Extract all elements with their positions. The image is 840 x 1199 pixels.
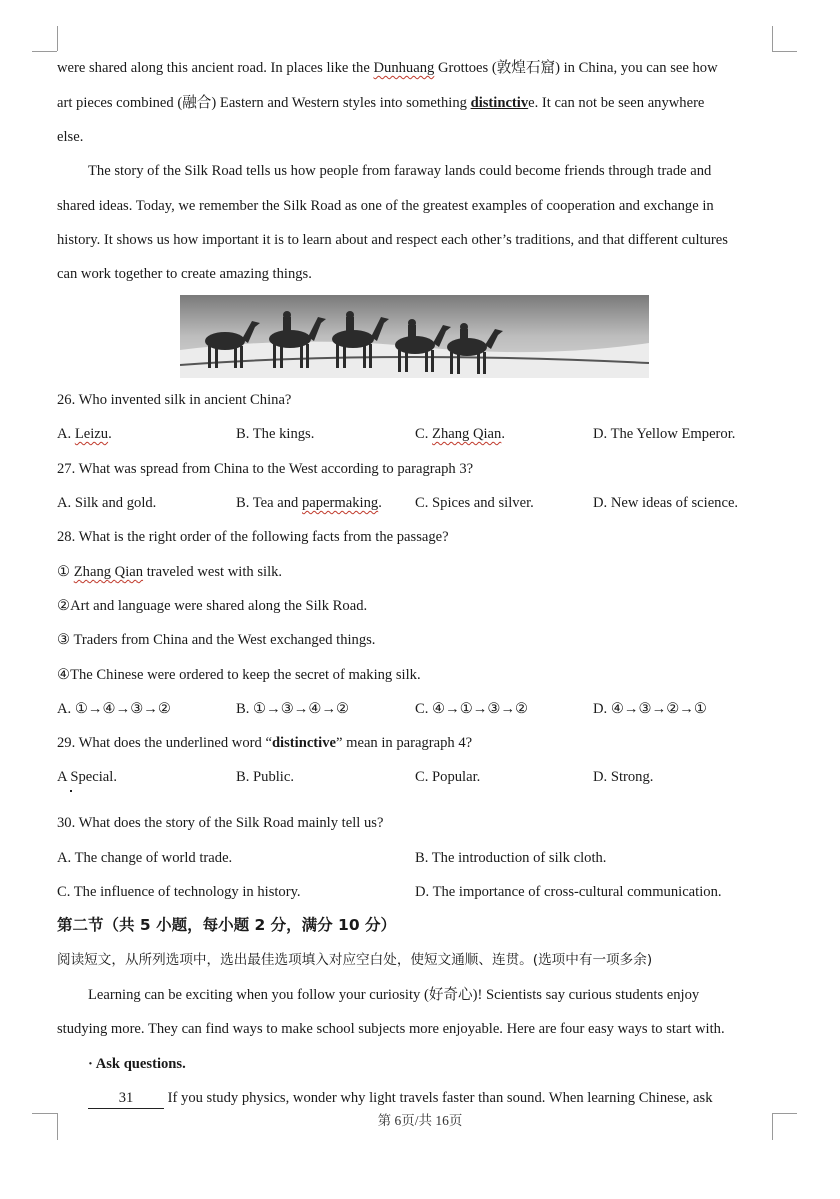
q26-option-b[interactable]: B. The kings. <box>236 426 315 442</box>
q30-option-c[interactable]: C. The influence of technology in history. <box>57 884 301 900</box>
q29-option-a[interactable]: A Special. <box>57 769 117 785</box>
crop-mark-top-left-h <box>32 51 57 52</box>
q26-option-a[interactable]: A. Leizu. <box>57 426 112 442</box>
passage-line: were shared along this ancient road. In places like the Dunhuang Grottoes (敦煌石窟) in China, you can see how <box>57 60 718 76</box>
camel-caravan-illustration <box>180 295 649 378</box>
passage-line: history. It shows us how important it is to learn about and respect each other’s traditions, and that different cultures <box>57 232 728 248</box>
question-29-stem: 29. What does the underlined word “distinctive” mean in paragraph 4? <box>57 735 473 751</box>
crop-mark-top-right-h <box>772 51 797 52</box>
section-heading: 第二节（共 5 小题，每小题 2 分，满分 10 分） <box>57 916 397 934</box>
q28-option-a[interactable]: A. ①→④→③→② <box>57 701 171 717</box>
passage-line: else. <box>57 129 84 145</box>
blank-31[interactable]: 31 <box>88 1088 164 1109</box>
page-number: 第 6页/共 16页 <box>377 1113 463 1128</box>
passage-line: shared ideas. Today, we remember the Silk Road as one of the greatest examples of cooperation and exchange in <box>57 198 714 214</box>
passage-line: art pieces combined (融合) Eastern and Western styles into something distinctive. It can not be seen anywhere <box>57 95 705 111</box>
crop-mark-top-right-v <box>772 26 773 51</box>
question-27-stem: 27. What was spread from China to the West according to paragraph 3? <box>57 461 474 477</box>
passage-line: can work together to create amazing things. <box>57 266 312 282</box>
question-26-stem: 26. Who invented silk in ancient China? <box>57 392 292 408</box>
q28-option-d[interactable]: D. ④→③→②→① <box>593 701 707 717</box>
q30-option-d[interactable]: D. The importance of cross-cultural communication. <box>415 884 722 900</box>
q29-option-b[interactable]: B. Public. <box>236 769 294 785</box>
q28-fact-1: ① Zhang Qian traveled west with silk. <box>57 564 283 580</box>
q27-option-d[interactable]: D. New ideas of science. <box>593 495 739 511</box>
passage-line: 31 If you study physics, wonder why light travels faster than sound. When learning Chinese, ask <box>88 1088 770 1109</box>
q27-option-b[interactable]: B. Tea and papermaking. <box>236 495 382 511</box>
q27-option-c[interactable]: C. Spices and silver. <box>415 495 534 511</box>
crop-mark-top-left-v <box>57 26 58 51</box>
q28-option-c[interactable]: C. ④→①→③→② <box>415 701 529 717</box>
q27-option-a[interactable]: A. Silk and gold. <box>57 495 157 511</box>
q30-option-a[interactable]: A. The change of world trade. <box>57 850 233 866</box>
stray-dot <box>70 790 72 792</box>
passage-line: Learning can be exciting when you follow your curiosity (好奇心)! Scientists say curious students enjoy <box>88 987 700 1003</box>
q26-option-d[interactable]: D. The Yellow Emperor. <box>593 426 736 442</box>
q30-option-b[interactable]: B. The introduction of silk cloth. <box>415 850 607 866</box>
q26-option-c[interactable]: C. Zhang Qian. <box>415 426 505 442</box>
question-28-stem: 28. What is the right order of the following facts from the passage? <box>57 529 449 545</box>
section-instruction: 阅读短文，从所列选项中，选出最佳选项填入对应空白处，使短文通顺、连贯。(选项中有一项多余) <box>57 952 653 968</box>
q29-option-c[interactable]: C. Popular. <box>415 769 481 785</box>
q28-fact-2: ②Art and language were shared along the Silk Road. <box>57 598 368 614</box>
bullet-heading: · Ask questions. <box>88 1056 186 1072</box>
question-30-stem: 30. What does the story of the Silk Road mainly tell us? <box>57 815 384 831</box>
passage-line: studying more. They can find ways to make school subjects more enjoyable. Here are four easy ways to start with. <box>57 1021 725 1037</box>
passage-line: The story of the Silk Road tells us how people from faraway lands could become friends through trade and <box>88 163 712 179</box>
q28-fact-3: ③ Traders from China and the West exchanged things. <box>57 632 376 648</box>
q28-fact-4: ④The Chinese were ordered to keep the secret of making silk. <box>57 667 421 683</box>
underlined-word: distinctiv <box>470 95 529 111</box>
q29-option-d[interactable]: D. Strong. <box>593 769 654 785</box>
q28-option-b[interactable]: B. ①→③→④→② <box>236 701 350 717</box>
